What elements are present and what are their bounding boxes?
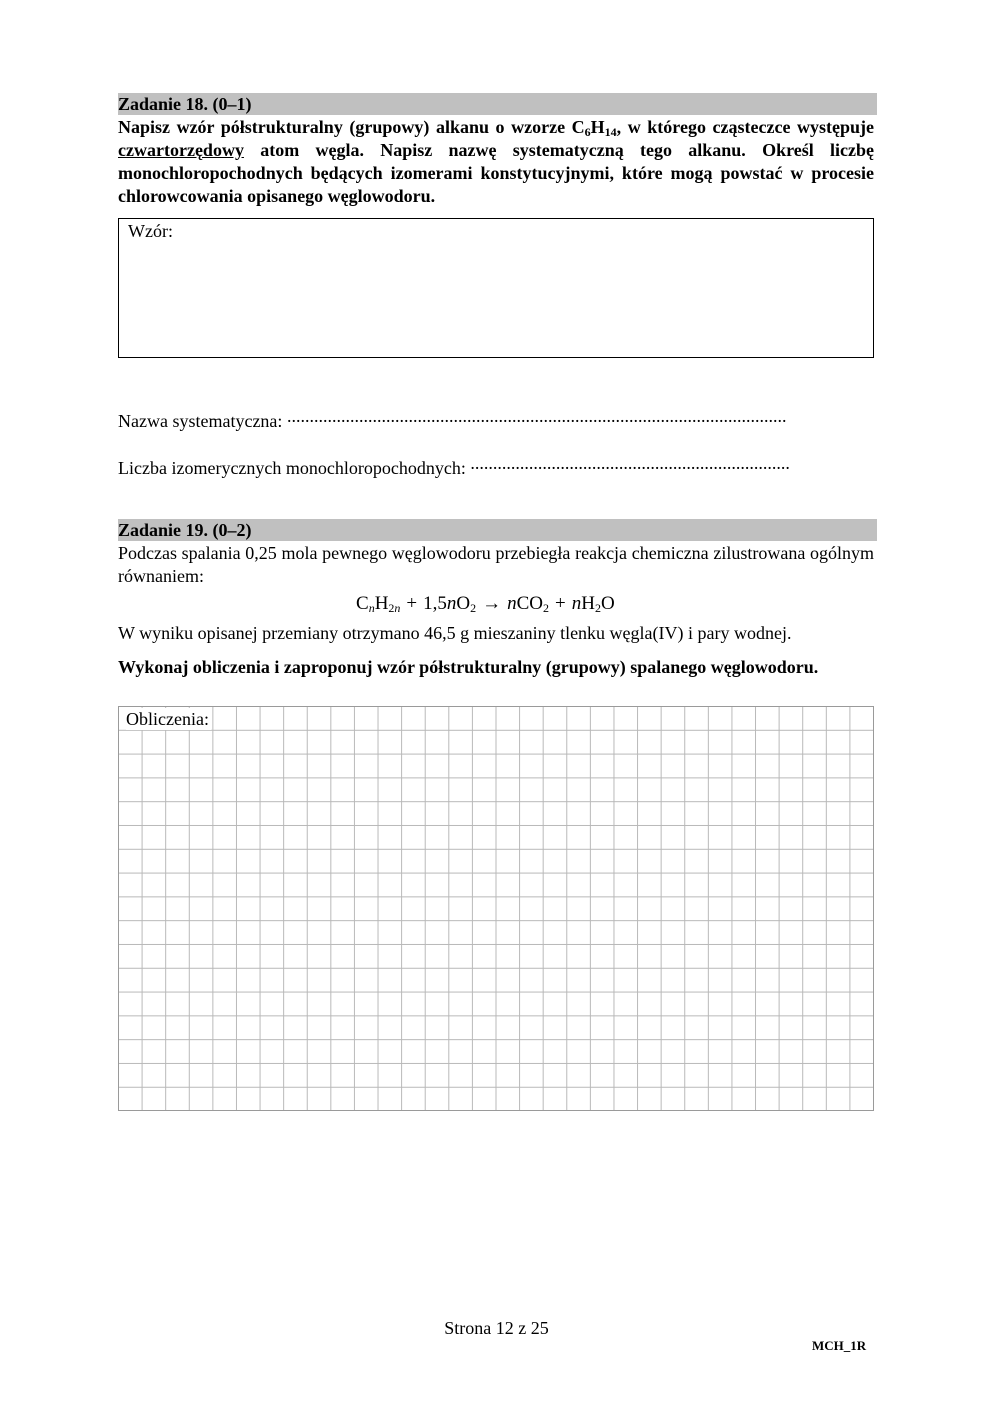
eq-n3: n [507,593,517,614]
eq-sub-2: 2 [388,601,395,615]
formula-h: H [590,117,605,137]
formula-subscript-6: 6 [584,125,591,139]
eq-sub-o2: 2 [470,601,477,615]
isomer-count-label: Liczba izomerycznych monochloropochodnych: [118,458,466,478]
page-number: Strona 12 z 25 [444,1318,549,1338]
task-18-question [118,116,874,208]
eq-c: C [356,593,369,614]
eq-h: H [374,593,389,614]
calculation-grid-label: Obliczenia: [126,709,209,729]
task-19-intro: Podczas spalania 0,25 mola pewnego węglowodoru przebiegła reakcja chemiczna zilustrowana ogólnym równaniem: [118,543,874,586]
formula-box-label: Wzór: [128,221,173,241]
eq-n1: n [368,601,375,615]
eq-arrow: → [482,593,502,614]
underlined-term: czwartorzędowy [118,140,244,160]
formula-subscript-14: 14 [604,125,617,139]
task-19-instruction: Wykonaj obliczenia i zaproponuj wzór półstrukturalny (grupowy) spalanego węglowodoru. [118,657,819,677]
eq-sub-h2o: 2 [594,601,601,615]
eq-n4: n [571,593,582,614]
task-18-header: Zadanie 18. (0–1) [118,93,877,115]
task-18-question-part1: Napisz wzór półstrukturalny (grupowy) alkanu o wzorze C [118,117,585,137]
systematic-name-row [118,405,847,432]
combustion-equation [356,592,615,616]
eq-sub-co2: 2 [543,601,550,615]
task-19-result: W wyniku opisanej przemiany otrzymano 46,5 g mieszaniny tlenku węgla(IV) i pary wodnej. [118,623,792,643]
task-18-question-part2: , w którego cząsteczce występuje [616,117,874,137]
task-18-question-part3: atom węgla. Napisz nazwę systematyczną tego alkanu. Określ liczbę monochloropochodnych będących izomerami konstytucyjnymi, które mogą powstać w procesie chlorowcowania opisanego węglowodoru. [118,140,874,206]
systematic-name-answer-line[interactable]: ............................................................................................................... [286,406,787,426]
task-19-header: Zadanie 19. (0–2) [118,519,877,541]
eq-h2o-h: H [581,593,595,614]
calculation-grid[interactable] [118,706,874,1111]
eq-sub-n: n [394,601,401,615]
isomer-count-row [118,452,830,479]
formula-answer-box[interactable] [118,218,874,358]
eq-o2: O [456,593,471,614]
eq-plus-2: + [555,593,566,614]
eq-coefficient: 1,5 [423,593,447,614]
eq-plus-1: + [406,593,418,614]
systematic-name-label: Nazwa systematyczna: [118,411,283,431]
eq-co2: CO [516,593,544,614]
isomer-count-answer-line[interactable]: ....................................................................... [470,453,790,473]
eq-n2: n [446,593,457,614]
exam-code: MCH_1R [812,1338,867,1353]
eq-h2o-o: O [600,593,615,614]
